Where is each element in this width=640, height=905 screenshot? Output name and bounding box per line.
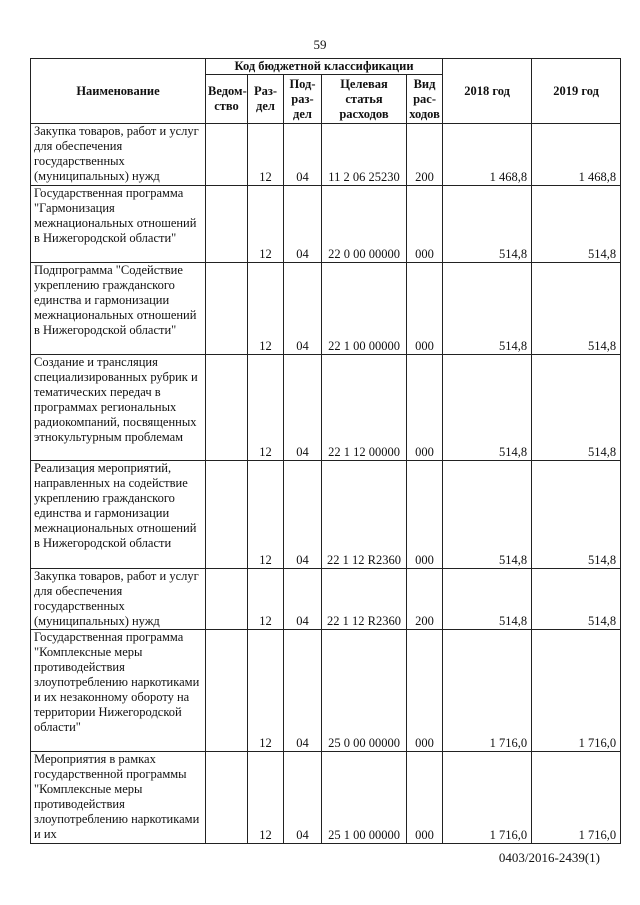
row-target: 22 1 12 R2360 [322, 461, 407, 569]
row-vid: 000 [407, 186, 443, 263]
row-2018: 514,8 [443, 263, 532, 355]
row-podrazdel: 04 [284, 263, 322, 355]
row-ved [206, 186, 248, 263]
row-2018: 1 716,0 [443, 630, 532, 752]
row-name: Закупка товаров, работ и услуг для обеспечения государственных (муниципальных) нужд [31, 569, 206, 630]
row-target: 25 1 00 00000 [322, 752, 407, 844]
row-razdel: 12 [248, 569, 284, 630]
row-2018: 514,8 [443, 569, 532, 630]
row-razdel: 12 [248, 752, 284, 844]
row-ved [206, 355, 248, 461]
row-ved [206, 752, 248, 844]
row-razdel: 12 [248, 263, 284, 355]
header-2018: 2018 год [443, 59, 532, 124]
row-ved [206, 569, 248, 630]
row-2019: 1 716,0 [532, 630, 621, 752]
header-vedomstvo: Ведом-ство [206, 75, 248, 124]
row-name: Закупка товаров, работ и услуг для обеспечения государственных (муниципальных) нужд [31, 124, 206, 186]
row-podrazdel: 04 [284, 355, 322, 461]
row-2019: 514,8 [532, 186, 621, 263]
row-podrazdel: 04 [284, 124, 322, 186]
row-vid: 000 [407, 263, 443, 355]
header-2019: 2019 год [532, 59, 621, 124]
row-vid: 000 [407, 752, 443, 844]
header-razdel: Раз-дел [248, 75, 284, 124]
row-podrazdel: 04 [284, 752, 322, 844]
row-target: 22 1 12 00000 [322, 355, 407, 461]
budget-table [30, 58, 621, 844]
row-name: Государственная программа "Комплексные меры противодействия злоупотреблению наркотиками и их незаконному обороту на территории Нижегородской области" [31, 630, 206, 752]
row-vid: 200 [407, 124, 443, 186]
row-name: Мероприятия в рамках государственной программы "Комплексные меры противодействия злоупотреблению наркотиками и их [31, 752, 206, 844]
table-row [31, 630, 621, 752]
row-2018: 1 468,8 [443, 124, 532, 186]
row-2019: 514,8 [532, 461, 621, 569]
row-vid: 000 [407, 630, 443, 752]
row-2018: 514,8 [443, 186, 532, 263]
row-vid: 000 [407, 355, 443, 461]
row-vid: 200 [407, 569, 443, 630]
table-row [31, 752, 621, 844]
row-2019: 1 716,0 [532, 752, 621, 844]
row-razdel: 12 [248, 124, 284, 186]
row-podrazdel: 04 [284, 630, 322, 752]
page-number: 59 [313, 37, 327, 52]
row-name: Государственная программа "Гармонизация межнациональных отношений в Нижегородской области" [31, 186, 206, 263]
row-ved [206, 461, 248, 569]
row-razdel: 12 [248, 186, 284, 263]
row-target: 11 2 06 25230 [322, 124, 407, 186]
row-target: 22 1 12 R2360 [322, 569, 407, 630]
table-row [31, 355, 621, 461]
header-vid: Вид рас-ходов [407, 75, 443, 124]
row-razdel: 12 [248, 355, 284, 461]
row-podrazdel: 04 [284, 461, 322, 569]
row-razdel: 12 [248, 630, 284, 752]
row-ved [206, 263, 248, 355]
header-target: Целевая статья расходов [322, 75, 407, 124]
row-razdel: 12 [248, 461, 284, 569]
table-row [31, 263, 621, 355]
table-row [31, 186, 621, 263]
header-podrazdel: Под-раз-дел [284, 75, 322, 124]
row-2019: 1 468,8 [532, 124, 621, 186]
document-code: 0403/2016-2439(1) [498, 850, 600, 865]
row-2019: 514,8 [532, 569, 621, 630]
table-row [31, 461, 621, 569]
table-row [31, 124, 621, 186]
row-podrazdel: 04 [284, 186, 322, 263]
row-name: Подпрограмма "Содействие укреплению гражданского единства и гармонизации межнациональных отношений в Нижегородской области" [31, 263, 206, 355]
row-podrazdel: 04 [284, 569, 322, 630]
row-target: 22 1 00 00000 [322, 263, 407, 355]
row-2019: 514,8 [532, 263, 621, 355]
row-2018: 514,8 [443, 461, 532, 569]
row-name: Создание и трансляция специализированных рубрик и тематических передач в программах региональных радиокомпаний, посвященных этнокультурным проблемам [31, 355, 206, 461]
row-vid: 000 [407, 461, 443, 569]
row-2018: 514,8 [443, 355, 532, 461]
row-target: 22 0 00 00000 [322, 186, 407, 263]
row-2018: 1 716,0 [443, 752, 532, 844]
row-2019: 514,8 [532, 355, 621, 461]
row-ved [206, 124, 248, 186]
row-name: Реализация мероприятий, направленных на содействие укреплению гражданского единства и гармонизации межнациональных отношений в Нижегородской области [31, 461, 206, 569]
header-name: Наименование [31, 59, 206, 124]
row-target: 25 0 00 00000 [322, 630, 407, 752]
header-code-group: Код бюджетной классификации [206, 59, 443, 75]
row-ved [206, 630, 248, 752]
table-row [31, 569, 621, 630]
